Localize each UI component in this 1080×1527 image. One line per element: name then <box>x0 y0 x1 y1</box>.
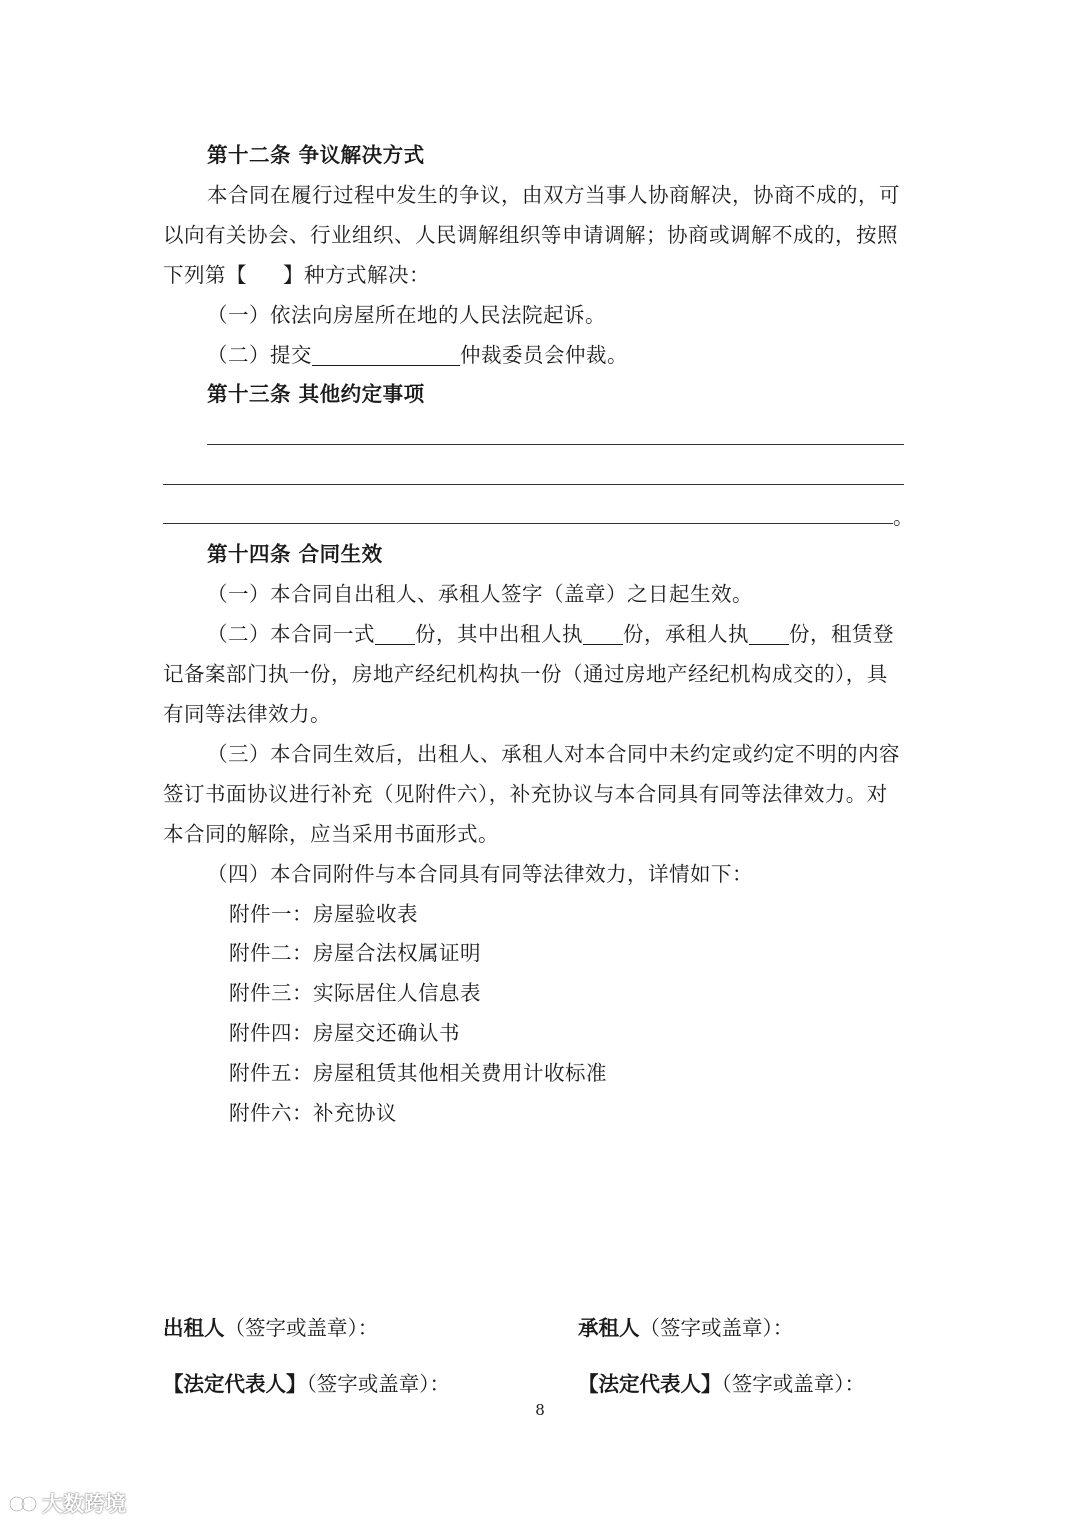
lessor-rep-suffix: （签字或盖章）： <box>306 1372 450 1396</box>
article-13-title: 第十三条 其他约定事项 <box>207 382 425 406</box>
item-2-part-d: 份，租赁登 <box>789 622 894 646</box>
lessor-representative-signature <box>163 1364 450 1404</box>
article-12-option-1: （一）依法向房屋所在地的人民法院起诉。 <box>207 303 606 327</box>
other-terms-line-2 <box>163 484 904 485</box>
other-terms-line-1 <box>207 444 904 445</box>
article-14-item-3-line-1: （三）本合同生效后，出租人、承租人对本合同中未约定或约定不明的内容 <box>207 742 900 766</box>
article-12-title: 第十二条 争议解决方式 <box>207 143 425 167</box>
copies-lessor-blank <box>583 620 623 645</box>
lessor-suffix: （签字或盖章）： <box>224 1316 379 1340</box>
lessee-representative-signature <box>578 1364 865 1404</box>
copies-lessee-blank <box>749 620 789 645</box>
watermark <box>8 1490 126 1518</box>
copies-total-blank <box>375 620 415 645</box>
article-14-item-4: （四）本合同附件与本合同具有同等法律效力，详情如下： <box>207 862 753 886</box>
lessor-signature <box>163 1308 378 1348</box>
article-14-item-1: （一）本合同自出租人、承租人签字（盖章）之日起生效。 <box>207 582 753 606</box>
lessee-rep-suffix: （签字或盖章）： <box>721 1372 865 1396</box>
watermark-logo-icon <box>8 1493 38 1515</box>
article-14-title: 第十四条 合同生效 <box>207 542 383 566</box>
item-2-part-b: 份，其中出租人执 <box>415 622 583 646</box>
option-2-post: 仲裁委员会仲裁。 <box>460 343 628 367</box>
lessor-label: 出租人 <box>163 1316 225 1340</box>
lessee-rep-label: 【法定代表人】 <box>578 1372 722 1396</box>
item-2-part-c: 份，承租人执 <box>623 622 749 646</box>
article-14-item-2-line-2: 记备案部门执一份，房地产经纪机构执一份（通过房地产经纪机构成交的），具 <box>163 662 888 686</box>
arbitration-blank <box>312 341 460 366</box>
attachment-2: 附件二：房屋合法权属证明 <box>229 941 481 965</box>
article-12-line-3 <box>163 255 923 295</box>
article-12-line-1: 本合同在履行过程中发生的争议，由双方当事人协商解决，协商不成的，可 <box>207 183 900 207</box>
article-14-item-3-line-2: 签订书面协议进行补充（见附件六），补充协议与本合同具有同等法律效力。对 <box>163 782 888 806</box>
article-12-line-2: 以向有关协会、行业组织、人民调解组织等申请调解；协商或调解不成的，按照 <box>163 223 898 247</box>
lessor-rep-label: 【法定代表人】 <box>163 1372 307 1396</box>
attachment-5: 附件五：房屋租赁其他相关费用计收标准 <box>229 1061 607 1085</box>
attachment-4: 附件四：房屋交还确认书 <box>229 1021 460 1045</box>
item-2-part-a: （二）本合同一式 <box>207 622 375 646</box>
other-terms-end-mark: 。 <box>893 505 914 529</box>
article-14-item-2-line-3: 有同等法律效力。 <box>163 702 331 726</box>
lessee-suffix: （签字或盖章）： <box>639 1316 794 1340</box>
lessee-label: 承租人 <box>578 1316 640 1340</box>
attachment-6: 附件六：补充协议 <box>229 1101 397 1125</box>
page-number: 8 <box>535 1401 545 1419</box>
option-2-pre: （二）提交 <box>207 343 312 367</box>
article-12-line-3-post: 】种方式解决： <box>283 263 430 287</box>
other-terms-line-3 <box>163 523 893 524</box>
attachment-3: 附件三：实际居住人信息表 <box>229 981 481 1005</box>
lessee-signature <box>578 1308 793 1348</box>
article-12-line-3-pre: 下列第【 <box>163 263 247 287</box>
article-14-item-2 <box>207 614 967 654</box>
watermark-text: 大数跨境 <box>42 1492 126 1516</box>
article-14-item-3-line-3: 本合同的解除，应当采用书面形式。 <box>163 822 499 846</box>
article-12-option-2 <box>207 335 967 375</box>
attachment-1: 附件一：房屋验收表 <box>229 902 418 926</box>
